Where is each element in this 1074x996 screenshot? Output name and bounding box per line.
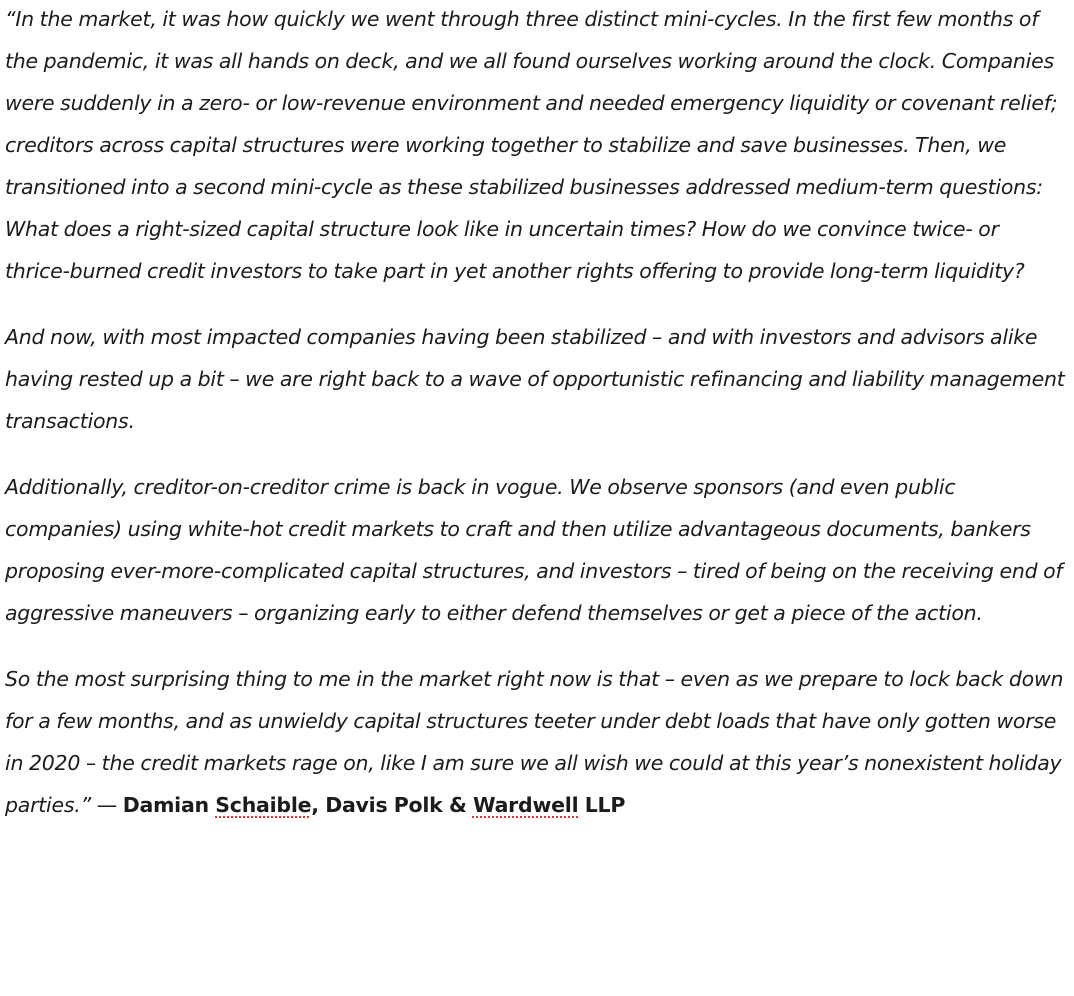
attribution-last-name: Schaible bbox=[215, 793, 312, 817]
attribution-firm-end: LLP bbox=[578, 793, 626, 817]
quote-paragraph-2: And now, with most impacted companies having been stabilized – and with investors and advisors alike having rested up a bit – we are right back to a wave of opportunistic refinancing and liability management transactions. bbox=[5, 325, 1065, 433]
quote-paragraph-4 bbox=[5, 658, 1068, 826]
attribution-firm-start: Davis Polk & bbox=[325, 793, 473, 817]
quote-paragraph-4-text: So the most surprising thing to me in the market right now is that – even as we prepare to lock back down for a few months, and as unwieldy capital structures teeter under debt loads that have only gotten worse in 2020 – the credit markets rage on, like I am sure we all wish we could at this year’s nonexistent holiday parties.” bbox=[5, 667, 1064, 817]
attribution-firm-name: Wardwell bbox=[472, 793, 579, 817]
quote-paragraph-1: “In the market, it was how quickly we went through three distinct mini-cycles. In the first few months of the pandemic, it was all hands on deck, and we all found ourselves working around the clock. Companies were suddenly in a zero- or low-revenue environment and needed emergency liquidity or covenant relief; creditors across capital structures were working together to stabilize and save businesses. Then, we transitioned into a second mini-cycle as these stabilized businesses addressed medium-term questions: What does a right-sized capital structure look like in uncertain times? How do we convince twice- or thrice-burned credit investors to take part in yet another rights offering to provide long-term liquidity? bbox=[5, 7, 1058, 283]
attribution-separator: , bbox=[311, 793, 326, 817]
attribution-first-name: Damian bbox=[122, 793, 216, 817]
attribution bbox=[123, 793, 625, 817]
quote-paragraph-3: Additionally, creditor-on-creditor crime is back in vogue. We observe sponsors (and even public companies) using white-hot credit markets to craft and then utilize advantageous documents, bankers proposing ever-more-complicated capital structures, and investors – tired of being on the receiving end of aggressive maneuvers – organizing early to either defend themselves or get a piece of the action. bbox=[5, 475, 1063, 625]
attribution-dash: — bbox=[90, 793, 123, 817]
